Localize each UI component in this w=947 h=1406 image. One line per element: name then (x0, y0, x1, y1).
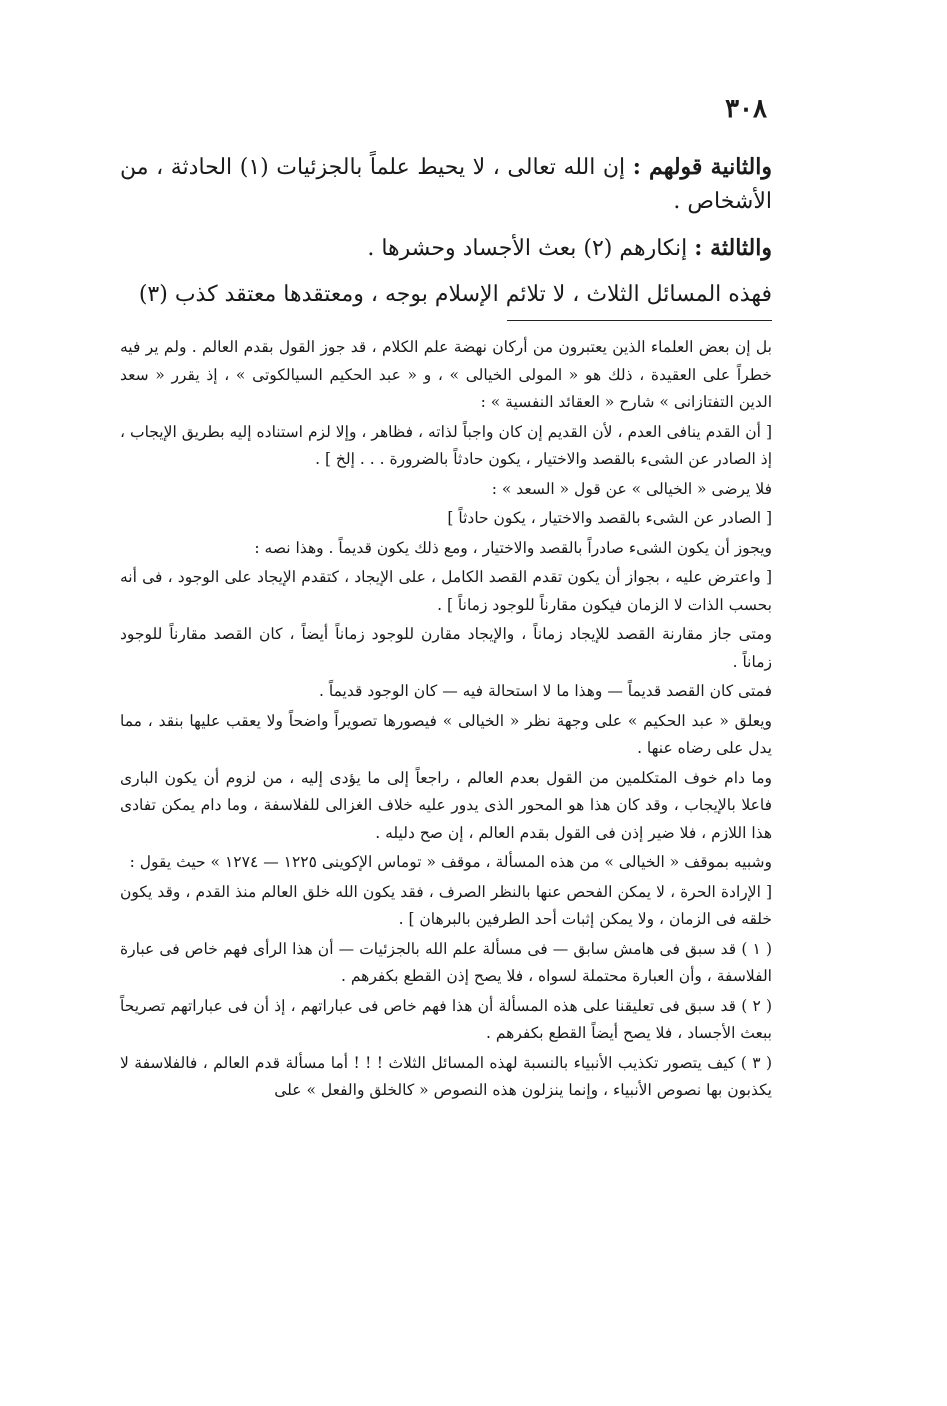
paragraph-body: إنكارهم (٢) بعث الأجساد وحشرها . (367, 236, 695, 261)
footnote-paragraph: [ أن القدم ينافى العدم ، لأن القديم إن كان واجباً لذاته ، فظاهر ، وإلا لزم استناده إليه بطريق الإيجاب ، إذ الصادر عن الشىء بالقصد والاختيار ، يكون حادثاً بالضرورة . . . إلخ ] . (120, 422, 772, 468)
main-paragraph-conclusion: فهذه المسائل الثلاث ، لا تلائم الإسلام بوجه ، ومعتقدها معتقد كذب (٣) (138, 282, 772, 307)
main-text (120, 150, 772, 324)
footnote-paragraph: فلا يرضى « الخيالى » عن قول « السعد » : (491, 479, 772, 498)
main-paragraph-third-issue (120, 231, 772, 266)
footnote-paragraph: بل إن بعض العلماء الذين يعتبرون من أركان نهضة علم الكلام ، قد جوز القول بقدم العالم . ولم ير فيه خطراً على العقيدة ، ذلك هو « المولى الخيالى » ، و « عبد الحكيم السيالكوتى » ، إذ يقرر « سعد الدين التفتازانى » شارح « العقائد النفسية » : (120, 338, 772, 411)
page-number: ٣٠٨ (725, 94, 767, 124)
footnote-1: ( ١ ) قد سبق فى هامش سابق — فى مسألة علم الله بالجزئيات — أن هذا الرأى فهم خاص فى عبارة الفلاسفة ، وأن العبارة محتملة لسواه ، فلا يصح إذن القطع بكفرهم . (120, 939, 772, 985)
main-paragraph-second-issue (120, 150, 772, 219)
footnote-paragraph: [ الصادر عن الشىء بالقصد والاختيار ، يكون حادثاً ] (447, 509, 772, 527)
footnote-paragraph: ومتى جاز مقارنة القصد للإيجاد زماناً ، والإيجاد مقارن للوجود زماناً أيضاً ، كان القصد مقارناً للوجود زماناً . (120, 625, 772, 671)
footnote-paragraph: [ الإرادة الحرة ، لا يمكن الفحص عنها بالنظر الصرف ، فقد يكون الله خلق العالم منذ القدم ، وقد يكون خلقه فى الزمان ، ولا يمكن إثبات أحد الطرفين بالبرهان ] . (120, 882, 772, 928)
footnote-2: ( ٢ ) قد سبق فى تعليقنا على هذه المسألة أن هذا فهم خاص فى عباراتهم ، إذ أن فى عباراتهم تصريحاً ببعث الأجساد ، فلا يصح أيضاً القطع بكفرهم . (120, 996, 772, 1042)
paragraph-lead: والثانية قولهم : (632, 154, 772, 180)
footnote-3: ( ٣ ) كيف يتصور تكذيب الأنبياء بالنسبة لهذه المسائل الثلاث ! ! ! أما مسألة قدم العالم ، فالفلاسفة لا يكذبون بها نصوص الأنبياء ، وإنما ينزلون هذه النصوص « كالخلق والفعل » على (120, 1053, 772, 1099)
footnote-paragraph: ويجوز أن يكون الشىء صادراً بالقصد والاختيار ، ومع ذلك يكون قديماً . وهذا نصه : (254, 538, 772, 557)
footnote-paragraph: ويعلق « عبد الحكيم » على وجهة نظر « الخيالى » فيصورها تصويراً واضحاً ولا يعقب عليها بنقد ، مما يدل على رضاه عنها . (120, 711, 772, 757)
footnote-separator (507, 320, 772, 321)
paragraph-lead: والثالثة : (694, 235, 772, 261)
paragraph-body: إن الله تعالى ، لا يحيط علماً بالجزئيات (١) الحادثة ، من الأشخاص . (120, 155, 772, 214)
footnote-paragraph: وما دام خوف المتكلمين من القول بعدم العالم ، راجعاً إلى ما يؤدى إليه ، من لزوم أن يكون البارى فاعلا بالإيجاب ، وقد كان هذا هو المحور الذى يدور عليه خلاف الغزالى للفلاسفة ، وما دام يمكن تفادى هذا اللازم ، فلا ضير إذن فى القول بقدم العالم ، إن صح دليله . (120, 768, 772, 842)
footnote-paragraph: فمتى كان القصد قديماً — وهذا ما لا استحالة فيه — كان الوجود قديماً . (319, 682, 772, 700)
footnote-paragraph: وشبيه بموقف « الخيالى » من هذه المسألة ، موقف « توماس الإكوينى ١٢٢٥ — ١٢٧٤ » حيث يقول : (129, 853, 772, 871)
footnote-paragraph: [ واعترض عليه ، بجواز أن يكون تقدم القصد الكامل ، على الإيجاد ، كتقدم الإيجاد على الوجود ، فى أنه بحسب الذات لا الزمان فيكون مقارناً للوجود زماناً ] . (120, 568, 772, 614)
footnotes (120, 334, 772, 1107)
